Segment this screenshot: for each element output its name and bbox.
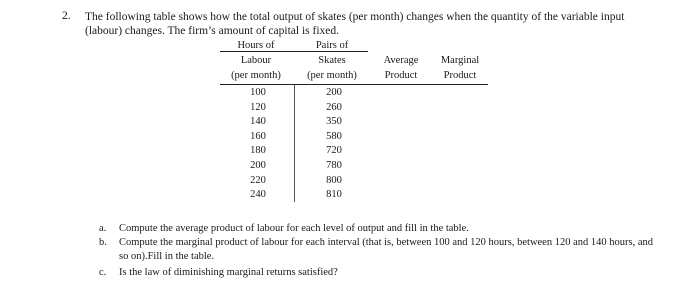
header-pairs-line: Skates — [318, 55, 346, 66]
subquestion-letter: b. — [99, 237, 107, 248]
header-average-line: Product — [384, 70, 418, 81]
header-marginal-line: Marginal — [440, 55, 480, 66]
header-hours-line: Hours of — [237, 40, 275, 51]
header-hours — [220, 38, 292, 83]
table-header-rule — [220, 84, 488, 85]
subquestion-text: Compute the average product of labour for each level of output and fill in the table. — [119, 223, 469, 234]
table-cell-skates: 780 — [326, 159, 342, 171]
table-cell-skates: 350 — [326, 116, 342, 128]
table-cell-hours: 180 — [250, 145, 266, 157]
skates-column — [304, 86, 364, 203]
header-hours-line: Labour — [240, 55, 272, 66]
table-cell-hours: 220 — [250, 174, 266, 186]
subquestion-letter: c. — [99, 267, 107, 278]
question-number: 2. — [62, 10, 71, 22]
column-divider — [294, 85, 295, 202]
subquestion-text: Compute the marginal product of labour for each interval (that is, between 100 and 120 hours, between 120 and 140 hours, and so on).Fill in the table. — [119, 237, 653, 262]
table-cell-skates: 810 — [326, 189, 342, 201]
header-pairs-line: (per month) — [307, 70, 357, 81]
table-cell-skates: 720 — [326, 145, 342, 157]
table-cell-skates: 800 — [326, 174, 342, 186]
subquestion-text: Is the law of diminishing marginal returns satisfied? — [119, 267, 338, 278]
table-cell-hours: 160 — [250, 130, 266, 142]
table-cell-skates: 200 — [326, 87, 342, 98]
table-cell-hours: 140 — [250, 116, 266, 128]
header-marginal-line: Product — [443, 70, 477, 81]
hours-column — [228, 86, 288, 203]
header-pairs-line: Pairs of — [315, 40, 349, 51]
question-intro: The following table shows how the total output of skates (per month) changes when the quantity of the variable input (labour) changes. The firm’s amount of capital is fixed. — [85, 11, 625, 37]
header-marginal — [430, 53, 490, 83]
header-average-line: Average — [383, 55, 419, 66]
table-cell-hours: 100 — [250, 87, 266, 98]
table-cell-skates: 580 — [326, 130, 342, 142]
table-cell-skates: 260 — [326, 101, 342, 113]
header-average — [372, 53, 430, 83]
header-hours-line: (per month) — [231, 70, 281, 81]
table-cell-hours: 200 — [250, 159, 266, 171]
subquestion-letter: a. — [99, 223, 107, 234]
table-cell-hours: 240 — [250, 189, 266, 201]
header-pairs — [292, 38, 372, 83]
table-cell-hours: 120 — [250, 101, 266, 113]
